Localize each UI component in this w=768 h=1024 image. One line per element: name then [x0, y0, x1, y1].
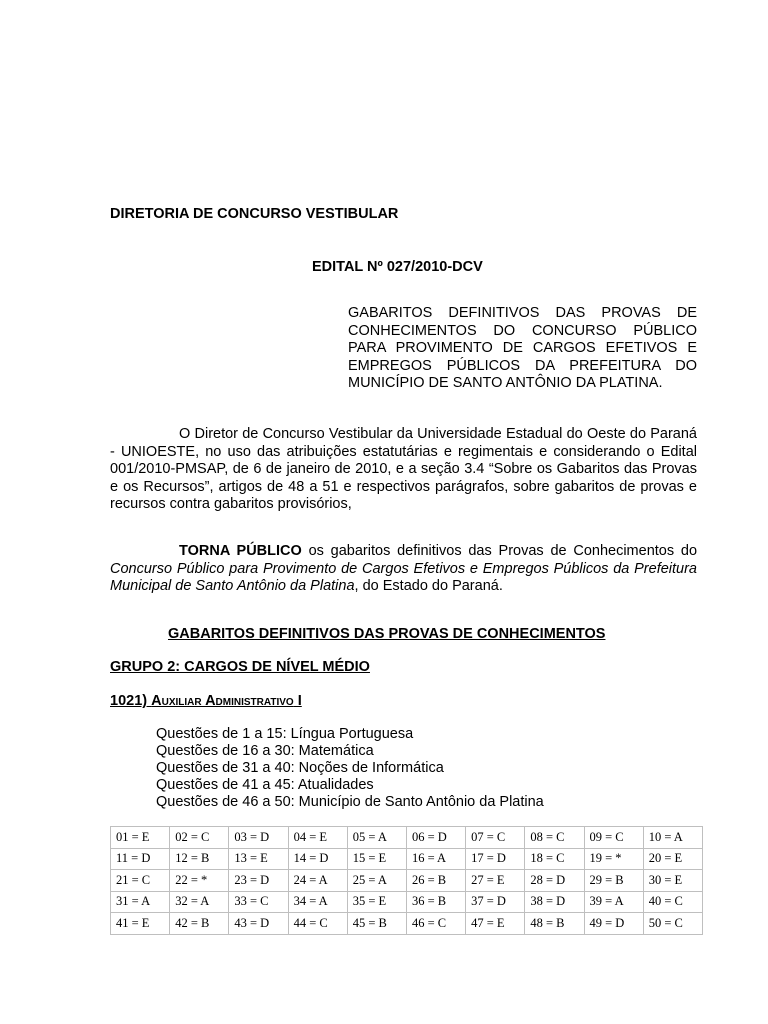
answer-cell: 30 = E [643, 870, 702, 892]
answer-cell: 08 = C [525, 827, 584, 849]
subject-item: Questões de 41 a 45: Atualidades [156, 777, 374, 793]
answer-row [111, 827, 703, 849]
preamble-paragraph: O Diretor de Concurso Vestibular da Universidade Estadual do Oeste do Paraná - UNIOESTE, no uso das atribuições estatutárias e regimentais e considerando o Edital 001/2010-PMSAP, de 6 de janeiro de 2010, e a seção 3.4 “Sobre os Gabaritos das Provas e os Recursos”, artigos de 48 a 51 e respectivos parágrafos, sobre gabaritos de provas e recursos contra gabaritos provisórios, [110, 426, 697, 512]
answer-cell: 44 = C [288, 913, 347, 935]
answer-cell: 17 = D [466, 848, 525, 870]
job-level: I [293, 693, 302, 709]
answer-cell: 34 = A [288, 891, 347, 913]
answer-cell: 49 = D [584, 913, 643, 935]
answer-cell: 11 = D [111, 848, 170, 870]
answer-cell: 36 = B [406, 891, 465, 913]
answer-cell: 09 = C [584, 827, 643, 849]
answer-cell: 01 = E [111, 827, 170, 849]
subjects-list [156, 726, 544, 811]
answer-row [111, 848, 703, 870]
answer-cell: 22 = * [170, 870, 229, 892]
answer-cell: 48 = B [525, 913, 584, 935]
group-title: GRUPO 2: CARGOS DE NÍVEL MÉDIO [110, 659, 370, 675]
answer-cell: 35 = E [347, 891, 406, 913]
answer-cell: 23 = D [229, 870, 288, 892]
edital-summary: GABARITOS DEFINITIVOS DAS PROVAS DE CONHECIMENTOS DO CONCURSO PÚBLICO PARA PROVIMENTO DE CARGOS EFETIVOS E EMPREGOS PÚBLICOS DA PREFEITURA DO MUNICÍPIO DE SANTO ANTÔNIO DA PLATINA. [348, 305, 697, 391]
answer-cell: 33 = C [229, 891, 288, 913]
answer-cell: 38 = D [525, 891, 584, 913]
answer-key-table [110, 826, 703, 935]
answer-cell: 45 = B [347, 913, 406, 935]
answer-cell: 19 = * [584, 848, 643, 870]
answer-cell: 06 = D [406, 827, 465, 849]
answer-row [111, 913, 703, 935]
subject-item: Questões de 1 a 15: Língua Portuguesa [156, 726, 414, 742]
edital-number: EDITAL Nº 027/2010-DCV [312, 259, 483, 275]
answer-cell: 05 = A [347, 827, 406, 849]
announcement-paragraph [110, 543, 697, 596]
answer-cell: 41 = E [111, 913, 170, 935]
answer-cell: 28 = D [525, 870, 584, 892]
answer-key-body [111, 827, 703, 935]
answer-cell: 24 = A [288, 870, 347, 892]
announcement-contest-name: Concurso Público para Provimento de Cargos Efetivos e Empregos Públicos da Prefeitura Municipal de Santo Antônio da Platina [110, 560, 697, 594]
answer-cell: 02 = C [170, 827, 229, 849]
answer-cell: 29 = B [584, 870, 643, 892]
section-title: GABARITOS DEFINITIVOS DAS PROVAS DE CONHECIMENTOS [168, 626, 606, 642]
answer-cell: 12 = B [170, 848, 229, 870]
answer-cell: 42 = B [170, 913, 229, 935]
answer-cell: 50 = C [643, 913, 702, 935]
answer-cell: 27 = E [466, 870, 525, 892]
job-code: 1021) [110, 693, 152, 709]
answer-cell: 46 = C [406, 913, 465, 935]
answer-cell: 43 = D [229, 913, 288, 935]
answer-cell: 14 = D [288, 848, 347, 870]
answer-cell: 37 = D [466, 891, 525, 913]
answer-row [111, 870, 703, 892]
subject-item: Questões de 31 a 40: Noções de Informática [156, 760, 444, 776]
answer-cell: 47 = E [466, 913, 525, 935]
answer-cell: 04 = E [288, 827, 347, 849]
answer-cell: 03 = D [229, 827, 288, 849]
answer-cell: 20 = E [643, 848, 702, 870]
answer-row [111, 891, 703, 913]
announcement-text-2: , do Estado do Paraná. [354, 578, 503, 594]
answer-cell: 25 = A [347, 870, 406, 892]
announcement-lead: TORNA PÚBLICO [179, 543, 302, 559]
answer-cell: 31 = A [111, 891, 170, 913]
answer-cell: 13 = E [229, 848, 288, 870]
answer-cell: 18 = C [525, 848, 584, 870]
announcement-text-1: os gabaritos definitivos das Provas de Conhecimentos do [301, 543, 698, 559]
answer-cell: 07 = C [466, 827, 525, 849]
answer-cell: 16 = A [406, 848, 465, 870]
answer-cell: 32 = A [170, 891, 229, 913]
job-title [110, 693, 302, 709]
directorate-heading: DIRETORIA DE CONCURSO VESTIBULAR [110, 206, 399, 222]
subject-item: Questões de 16 a 30: Matemática [156, 743, 374, 759]
answer-cell: 40 = C [643, 891, 702, 913]
answer-cell: 39 = A [584, 891, 643, 913]
job-name: Auxiliar Administrativo [151, 693, 294, 709]
subject-item: Questões de 46 a 50: Município de Santo Antônio da Platina [156, 794, 544, 810]
answer-cell: 26 = B [406, 870, 465, 892]
answer-cell: 21 = C [111, 870, 170, 892]
answer-cell: 10 = A [643, 827, 702, 849]
answer-cell: 15 = E [347, 848, 406, 870]
